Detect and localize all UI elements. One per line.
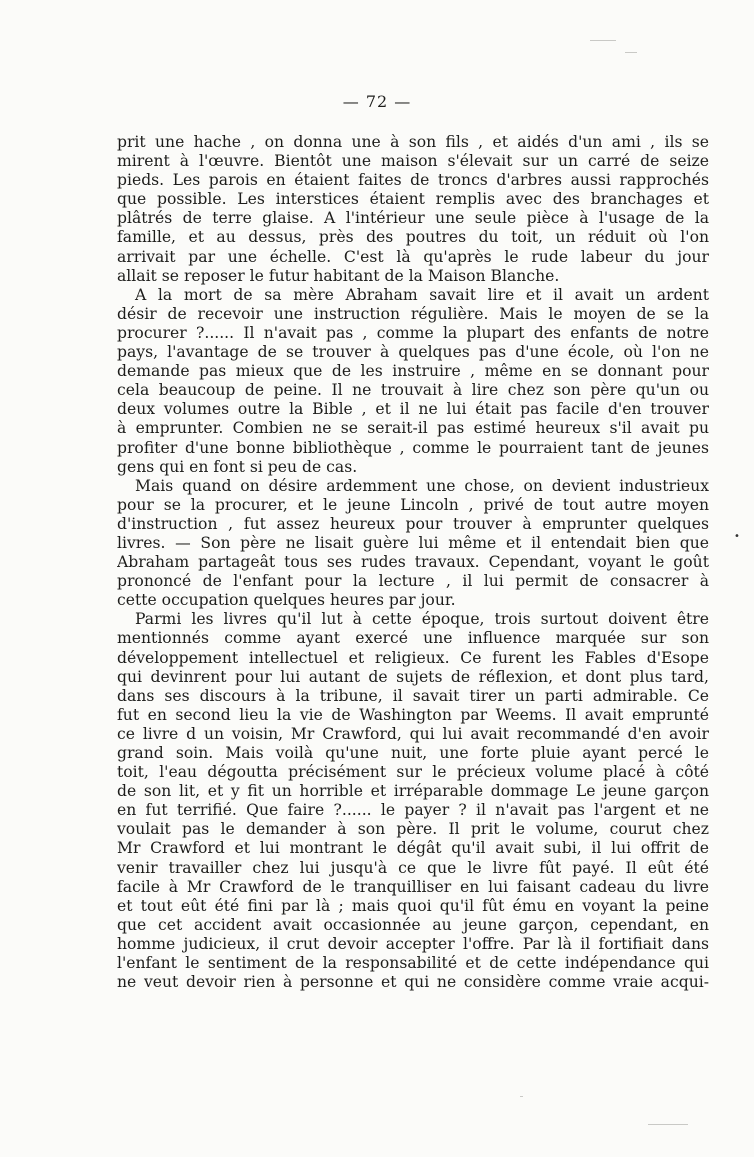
text-line: désir de recevoir une instruction régulière. Mais le moyen de se la [117, 304, 709, 323]
paper-speck [648, 1124, 688, 1125]
page-number: — 72 — [342, 92, 412, 111]
text-line: en fut terrifié. Que faire ?...... le payer ? il n'avait pas l'argent et ne [117, 801, 709, 820]
text-line: de son lit, et y fit un horrible et irréparable dommage Le jeune garçon [117, 782, 709, 801]
text-line: voulait pas le demander à son père. Il prit le volume, courut chez [117, 820, 709, 839]
text-line: pour se la procurer, et le jeune Lincoln , privé de tout autre moyen [117, 495, 709, 514]
text-line: demande pas mieux que de les instruire , même en se donnant pour [117, 362, 709, 381]
text-line: Abraham partageât tous ses rudes travaux. Cependant, voyant le goût [117, 553, 709, 572]
text-line: dans ses discours à la tribune, il savait tirer un parti admirable. Ce [117, 686, 709, 705]
text-line: gens qui en font si peu de cas. [117, 457, 358, 476]
text-line: l'enfant le sentiment de la responsabilité et de cette indépendance qui [117, 954, 709, 973]
text-line: que possible. Les interstices étaient remplis avec des branchages et [117, 190, 709, 209]
text-line: Parmi les livres qu'il lut à cette époque, trois surtout doivent être [135, 610, 709, 629]
text-line: A la mort de sa mère Abraham savait lire et il avait un ardent [135, 285, 709, 304]
text-line: allait se reposer le futur habitant de la Maison Blanche. [117, 266, 560, 285]
text-line: fut en second lieu la vie de Washington par Weems. Il avait emprunté [117, 705, 709, 724]
text-line: pays, l'avantage de se trouver à quelques pas d'une école, où l'on ne [117, 343, 709, 362]
text-line: Mais quand on désire ardemment une chose, on devient industrieux [135, 476, 709, 495]
paper-speck [590, 40, 616, 41]
text-line: procurer ?...... Il n'avait pas , comme la plupart des enfants de notre [117, 323, 709, 342]
text-line: mentionnés comme ayant exercé une influence marquée sur son [117, 629, 709, 648]
text-line: facile à Mr Crawford de le tranquilliser en lui faisant cadeau du livre [117, 877, 709, 896]
text-line: développement intellectuel et religieux. Ce furent les Fables d'Esope [117, 648, 709, 667]
text-line: que cet accident avait occasionnée au jeune garçon, cependant, en [117, 915, 709, 934]
text-line: homme judicieux, il crut devoir accepter l'offre. Par là il fortifiait dans [117, 934, 709, 953]
text-line: cette occupation quelques heures par jour. [117, 591, 456, 610]
text-line: cela beaucoup de peine. Il ne trouvait à lire chez son père qu'un ou [117, 381, 709, 400]
text-line: livres. — Son père ne lisait guère lui même et il entendait bien que [117, 533, 709, 552]
paper-speck [625, 52, 637, 53]
margin-dot: • [734, 531, 740, 542]
text-line: toit, l'eau dégoutta précisément sur le précieux volume placé à côté [117, 763, 709, 782]
text-line: mirent à l'œuvre. Bientôt une maison s'élevait sur un carré de seize [117, 152, 709, 171]
text-line: venir travailler chez lui jusqu'à ce que le livre fût payé. Il eût été [117, 858, 709, 877]
text-line: plâtrés de terre glaise. A l'intérieur une seule pièce à l'usage de la [117, 209, 709, 228]
text-line: qui devinrent pour lui autant de sujets de réflexion, et dont plus tard, [117, 667, 709, 686]
text-line: grand soin. Mais voilà qu'une nuit, une forte pluie ayant percé le [117, 744, 709, 762]
text-line: d'instruction , fut assez heureux pour trouver à emprunter quelques [117, 514, 709, 533]
paper-speck [520, 1096, 523, 1097]
body-text [117, 133, 709, 992]
text-line: profiter d'une bonne bibliothèque , comme le pourraient tant de jeunes [117, 438, 709, 457]
text-line: ne veut devoir rien à personne et qui ne considère comme vraie acqui- [117, 973, 709, 992]
text-line: et tout eût été fini par là ; mais quoi qu'il fût ému en voyant la peine [117, 896, 709, 915]
text-line: prononcé de l'enfant pour la lecture , il lui permit de consacrer à [117, 572, 709, 591]
text-line: famille, et au dessus, près des poutres du toit, un réduit où l'on [117, 228, 709, 247]
text-line: pieds. Les parois en étaient faites de troncs d'arbres aussi rapprochés [117, 171, 709, 190]
text-line: arrivait par une échelle. C'est là qu'après le rude labeur du jour [117, 247, 709, 266]
text-line: prit une hache , on donna une à son fils , et aidés d'un ami , ils se [117, 133, 709, 151]
text-line: deux volumes outre la Bible , et il ne lui était pas facile d'en trouver [117, 400, 709, 419]
text-line: ce livre d un voisin, Mr Crawford, qui lui avait recommandé d'en avoir [117, 724, 709, 743]
text-line: à emprunter. Combien ne se serait-il pas estimé heureux s'il avait pu [117, 419, 709, 438]
text-line: Mr Crawford et lui montrant le dégât qu'il avait subi, il lui offrit de [117, 839, 709, 858]
